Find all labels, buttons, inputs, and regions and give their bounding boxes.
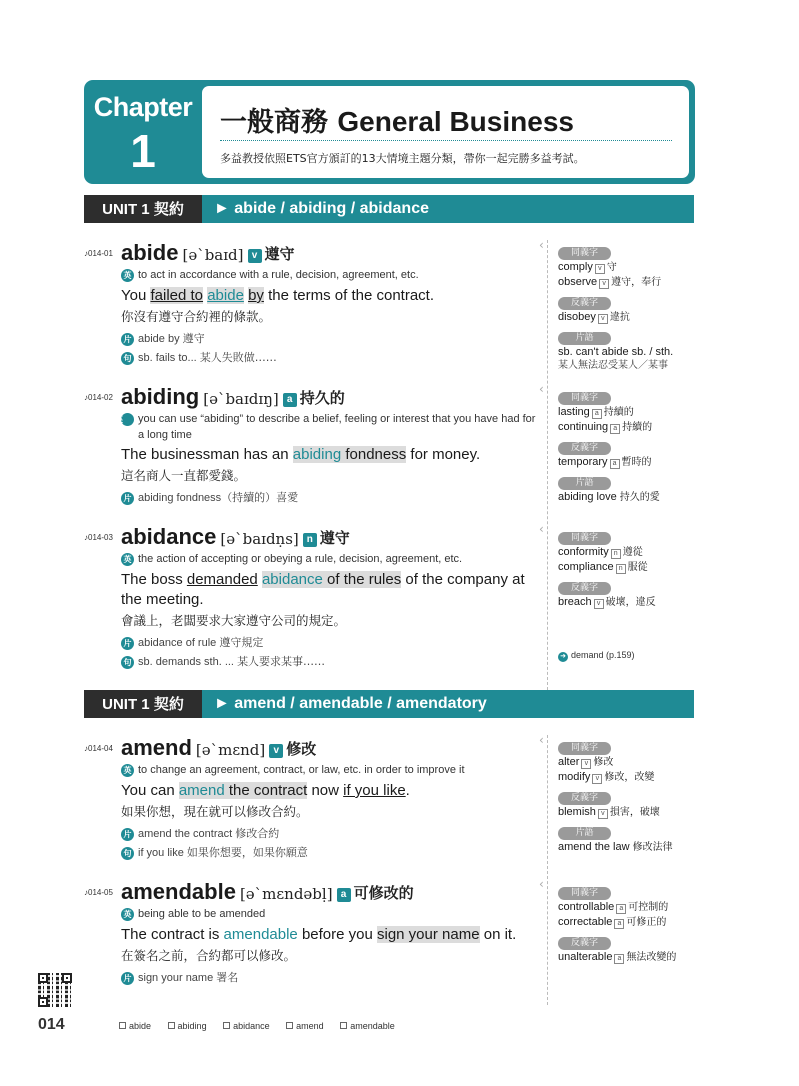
phrase-note: 片 abiding fondness（持續的）喜愛	[121, 489, 298, 505]
sentence-note: 句 if you like 如果你想要，如果你願意	[121, 844, 308, 860]
antonym-tag: 反義字	[558, 792, 611, 805]
chapter-title-zh: 一般商務	[220, 107, 328, 138]
antonym-item: unalterable a 無法改變的	[558, 951, 677, 963]
sidebar-divider	[547, 240, 548, 690]
example-en: You failed to abide by the terms of the contract.	[121, 287, 434, 304]
phrase-note: 片 abide by 遵守	[121, 330, 205, 346]
phrase-tag: 片語	[558, 827, 611, 840]
definition: 英 you can use “abiding” to describe a belief, feeling or interest that you have had for a long time	[115, 413, 536, 441]
chapter-title-en: General Business	[337, 106, 574, 137]
entry-amendable	[84, 879, 544, 989]
cross-reference-link[interactable]: ➜ demand (p.159)	[558, 650, 635, 662]
english-def-icon: 英	[121, 553, 134, 566]
phrase-item: abiding love 持久的愛	[558, 491, 660, 503]
pos-badge: a	[283, 393, 297, 407]
unit-bar	[84, 690, 694, 718]
entry-amend	[84, 735, 544, 865]
divider	[220, 140, 672, 141]
phrase-icon: 片	[121, 492, 134, 505]
entry-abiding	[84, 384, 544, 514]
entry-abide	[84, 240, 544, 370]
checkbox[interactable]	[168, 1022, 175, 1029]
sidebar-abiding	[558, 385, 698, 505]
english-def-icon: 英	[121, 413, 134, 426]
headword: amendable	[121, 879, 236, 904]
english-def-icon: 英	[121, 764, 134, 777]
phrase-icon: 片	[121, 637, 134, 650]
phrase-item: amend the law 修改法律	[558, 841, 673, 853]
headword-line	[121, 240, 295, 266]
qr-finder	[38, 997, 48, 1007]
antonym-item: temporary a 暫時的	[558, 456, 652, 468]
chapter-number: 1	[130, 125, 156, 177]
audio-track-label[interactable]: ♪014-02	[84, 393, 113, 402]
synonym-item: modify v 修改，改變	[558, 771, 655, 783]
meaning-zh: 遵守	[319, 529, 350, 547]
checkbox[interactable]	[119, 1022, 126, 1029]
antonym-item: breach v 破壞，違反	[558, 596, 656, 608]
checklist-item[interactable]: abiding	[168, 1021, 207, 1031]
synonym-item: observe v 遵守，奉行	[558, 276, 662, 288]
audio-track-label[interactable]: ♪014-05	[84, 888, 113, 897]
phonetic: [ə`baɪdɪŋ]	[203, 390, 279, 408]
sentence-icon: 句	[121, 352, 134, 365]
unit-label: UNIT 1 契約	[84, 195, 202, 223]
pos-badge: v	[248, 249, 262, 263]
synonym-item: comply v 守	[558, 261, 617, 273]
qr-finder	[38, 973, 48, 983]
checkbox[interactable]	[340, 1022, 347, 1029]
phrase-icon: 片	[121, 972, 134, 985]
synonym-item: alter v 修改	[558, 756, 614, 768]
phonetic: [ə`baɪd]	[182, 246, 244, 264]
definition: 英 to change an agreement, contract, or law, etc. in order to improve it	[121, 762, 541, 778]
unit-words: ► abide / abiding / abidance	[214, 200, 429, 217]
qr-finder	[62, 973, 72, 983]
phonetic: [ə`baɪdṇs]	[220, 530, 299, 548]
example-en: The boss demanded abidance of the rules of the company at the meeting.	[121, 571, 525, 608]
unit-bar	[84, 195, 694, 223]
chevron-left-icon: ‹	[539, 877, 544, 891]
phonetic: [ə`mɛndəbḷ]	[239, 885, 333, 903]
chapter-badge	[84, 80, 202, 184]
meaning-zh: 修改	[286, 740, 317, 758]
synonym-tag: 同義字	[558, 392, 611, 405]
example-en: You can amend the contract now if you like.	[121, 782, 410, 799]
checklist-item[interactable]: amendable	[340, 1021, 395, 1031]
example-zh: 如果你想，現在就可以修改合約。	[121, 804, 309, 819]
example-zh: 在簽名之前，合約都可以修改。	[121, 948, 297, 963]
audio-track-label[interactable]: ♪014-01	[84, 249, 113, 258]
sentence-icon: 句	[121, 656, 134, 669]
pos-badge: n	[303, 533, 317, 547]
english-def-icon: 英	[121, 908, 134, 921]
sidebar-divider	[547, 735, 548, 1005]
sidebar-amend	[558, 735, 698, 855]
sentence-note: 句 sb. demands sth. ... 某人要求某事……	[121, 653, 325, 669]
meaning-zh: 遵守	[264, 245, 295, 263]
audio-track-label[interactable]: ♪014-04	[84, 744, 113, 753]
antonym-tag: 反義字	[558, 297, 611, 310]
synonym-item: correctable a 可修正的	[558, 916, 667, 928]
antonym-item: blemish v 損害，破壞	[558, 806, 660, 818]
headword-line	[121, 879, 414, 905]
sidebar-abidance	[558, 525, 698, 610]
definition: 英 the action of accepting or obeying a rule, decision, agreement, etc.	[121, 551, 541, 567]
synonym-tag: 同義字	[558, 247, 611, 260]
synonym-item: conformity n 遵從	[558, 546, 643, 558]
checkbox[interactable]	[223, 1022, 230, 1029]
checklist-item[interactable]: abidance	[223, 1021, 270, 1031]
chevron-left-icon: ‹	[539, 733, 544, 747]
example-zh: 會議上，老闆要求大家遵守公司的規定。	[121, 613, 347, 628]
definition: 英 being able to be amended	[121, 906, 541, 922]
synonym-item: controllable a 可控制的	[558, 901, 669, 913]
antonym-tag: 反義字	[558, 582, 611, 595]
meaning-zh: 持久的	[299, 389, 345, 407]
phrase-icon: 片	[121, 828, 134, 841]
synonym-item: compliance n 服從	[558, 561, 648, 573]
sentence-note: 句 sb. fails to... 某人失敗做……	[121, 349, 277, 365]
chapter-subtitle: 多益教授依照ETS官方頒訂的13大情境主題分類，帶你一起完勝多益考試。	[220, 152, 585, 165]
antonym-tag: 反義字	[558, 937, 611, 950]
synonym-tag: 同義字	[558, 532, 611, 545]
example-zh: 你沒有遵守合約裡的條款。	[121, 309, 272, 324]
arrow-right-icon: ➜	[558, 652, 568, 662]
example-en: The contract is amendable before you sign your name on it.	[121, 926, 517, 943]
antonym-item: disobey v 違抗	[558, 311, 630, 323]
phonetic: [ə`mɛnd]	[195, 741, 266, 759]
chapter-title-panel	[202, 86, 689, 178]
checklist-item[interactable]: amend	[286, 1021, 324, 1031]
phrase-item: sb. can't abide sb. / sth.	[558, 346, 674, 358]
sidebar-amendable	[558, 880, 698, 965]
headword: abidance	[121, 524, 217, 549]
synonym-item: lasting a 持續的	[558, 406, 634, 418]
unit-words: ► amend / amendable / amendatory	[214, 695, 487, 712]
audio-track-label[interactable]: ♪014-03	[84, 533, 113, 542]
phrase-item-zh: 某人無法忍受某人／某事	[558, 360, 668, 371]
checklist-item[interactable]: abide	[119, 1021, 151, 1031]
headword: abide	[121, 240, 179, 265]
checkbox[interactable]	[286, 1022, 293, 1029]
pos-badge: v	[269, 744, 283, 758]
sentence-icon: 句	[121, 847, 134, 860]
synonym-item: continuing a 持續的	[558, 421, 653, 433]
phrase-note: 片 abidance of rule 遵守規定	[121, 634, 263, 650]
qr-code-pattern	[38, 973, 72, 1007]
definition: 英 to act in accordance with a rule, decision, agreement, etc.	[121, 267, 541, 283]
chapter-word: Chapter	[93, 92, 193, 122]
synonym-tag: 同義字	[558, 742, 611, 755]
example-en: The businessman has an abiding fondness for money.	[121, 446, 481, 463]
example-zh: 這名商人一直都愛錢。	[121, 468, 247, 483]
synonym-tag: 同義字	[558, 887, 611, 900]
headword-line	[121, 735, 316, 761]
page-number: 014	[38, 1016, 65, 1033]
meaning-zh: 可修改的	[353, 884, 414, 902]
phrase-tag: 片語	[558, 332, 611, 345]
phrase-tag: 片語	[558, 477, 611, 490]
phrase-icon: 片	[121, 333, 134, 346]
phrase-note: 片 amend the contract 修改合約	[121, 825, 279, 841]
chevron-left-icon: ‹	[539, 522, 544, 536]
chevron-left-icon: ‹	[539, 238, 544, 252]
pos-badge: a	[337, 888, 351, 902]
antonym-tag: 反義字	[558, 442, 611, 455]
unit-label: UNIT 1 契約	[84, 690, 202, 718]
chapter-title	[220, 100, 574, 139]
headword-line	[121, 384, 345, 410]
headword-line	[121, 524, 350, 550]
english-def-icon: 英	[121, 269, 134, 282]
phrase-note: 片 sign your name 署名	[121, 969, 238, 985]
chapter-header	[84, 80, 695, 184]
headword: amend	[121, 735, 192, 760]
word-checklist	[119, 1021, 409, 1031]
headword: abiding	[121, 384, 200, 409]
chevron-left-icon: ‹	[539, 382, 544, 396]
sidebar-abide	[558, 240, 698, 373]
entry-abidance	[84, 524, 544, 674]
